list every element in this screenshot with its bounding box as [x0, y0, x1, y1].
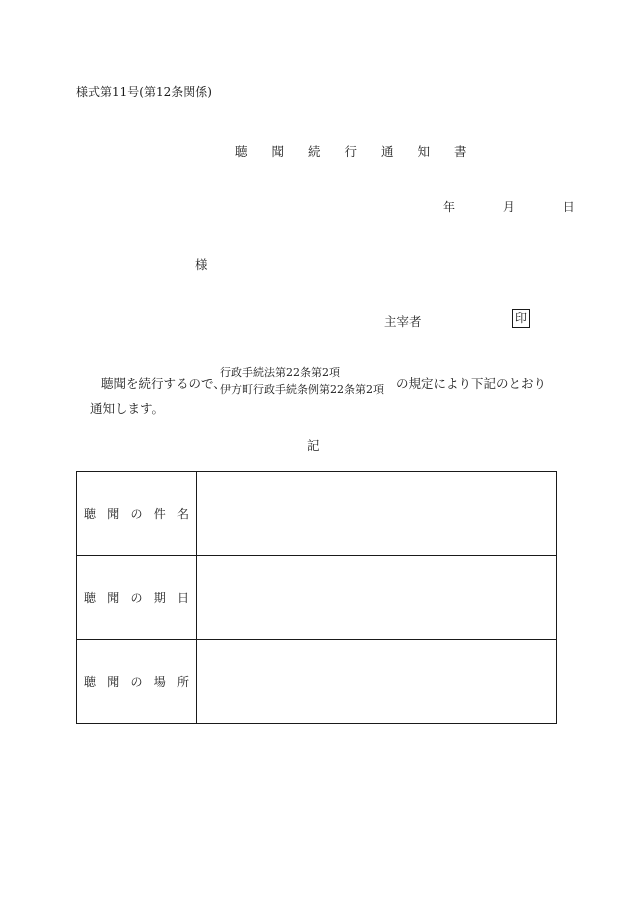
host-label: 主宰者 [384, 314, 422, 329]
label-char: 聞 [107, 507, 120, 521]
table-row [77, 472, 557, 556]
label-char: 件 [153, 507, 166, 521]
row-value-subject[interactable] [197, 472, 557, 556]
row-label [77, 640, 197, 724]
table-row [77, 640, 557, 724]
addressee-suffix: 様 [195, 257, 208, 272]
label-char: の [130, 507, 143, 521]
label-char: 聞 [107, 675, 120, 689]
seal-mark: 印 [512, 309, 530, 328]
body-continuation: 通知します。 [90, 401, 165, 416]
date-year: 年 [443, 200, 456, 214]
label-char: 聴 [84, 675, 97, 689]
body-tail: の規定により下記のとおり [396, 376, 547, 391]
label-char: 所 [176, 675, 189, 689]
label-char: 聴 [84, 507, 97, 521]
title-char: 聞 [271, 144, 295, 159]
title-char: 続 [308, 144, 331, 159]
record-heading: 記 [307, 438, 320, 453]
date-day: 日 [562, 200, 575, 214]
table-row [77, 556, 557, 640]
label-char: 聞 [107, 591, 120, 605]
form-number: 様式第11号(第12条関係) [76, 85, 212, 99]
label-char: 場 [153, 675, 166, 689]
label-char: 日 [176, 591, 189, 605]
law-reference-2: 伊方町行政手続条例第22条第2項 [220, 383, 384, 396]
details-table [76, 471, 557, 724]
label-char: 期 [153, 591, 166, 605]
date-line [443, 198, 575, 215]
title-char: 知 [417, 144, 441, 159]
row-label [77, 472, 197, 556]
row-value-date[interactable] [197, 556, 557, 640]
row-label [77, 556, 197, 640]
date-month: 月 [502, 200, 515, 214]
label-char: 名 [176, 507, 189, 521]
document-title [235, 142, 477, 160]
title-char: 通 [381, 144, 404, 159]
title-char: 聴 [235, 144, 258, 159]
label-char: 聴 [84, 591, 97, 605]
row-value-location[interactable] [197, 640, 557, 724]
title-char: 行 [344, 144, 368, 159]
title-char: 書 [454, 144, 477, 159]
body-lead: 聴聞を続行するので、 [101, 376, 226, 391]
label-char: の [130, 675, 143, 689]
label-char: の [130, 591, 143, 605]
law-reference-1: 行政手続法第22条第2項 [220, 366, 340, 379]
